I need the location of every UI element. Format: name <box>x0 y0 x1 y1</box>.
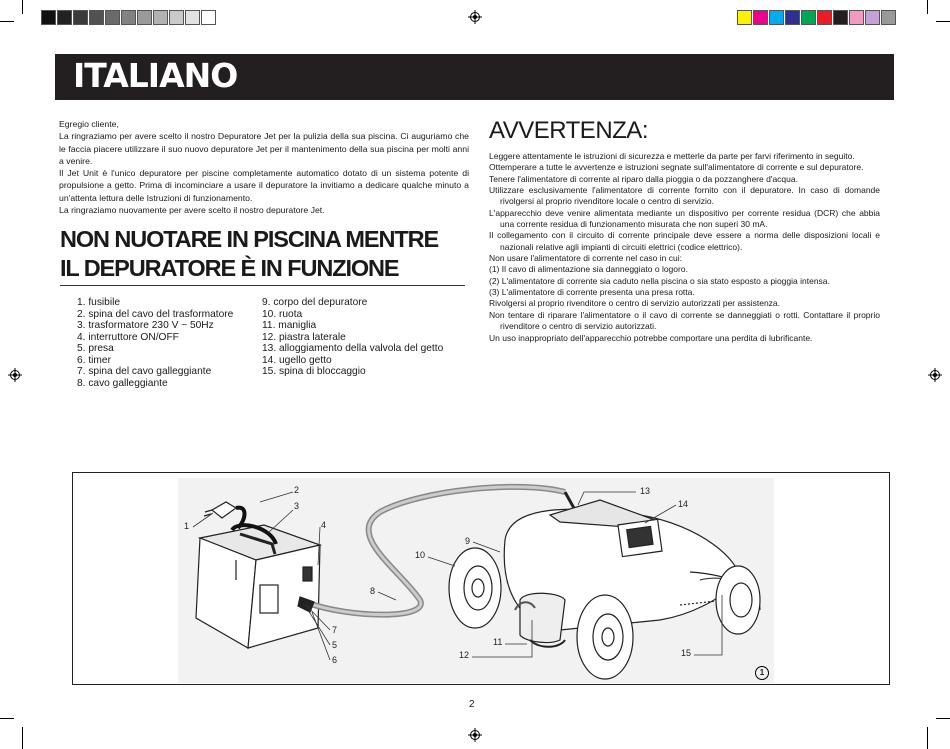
color-swatch <box>785 10 800 25</box>
gray-swatch <box>137 10 152 25</box>
avvertenza-item: (2) L'alimentatore di corrente sia caduto nella piscina o sia stato esposto a pioggia intensa. <box>489 275 830 286</box>
color-swatch <box>737 10 752 25</box>
color-swatch <box>801 10 816 25</box>
avvertenza-item: Il collegamento con il circuito di corrente principale deve essere a norma delle disposizioni locali e nazionali relative agli impianti di circuiti elettrici (codice elettrico). <box>489 230 880 252</box>
banner-title: ITALIANO <box>73 56 238 95</box>
callout-label: 7 <box>332 625 338 635</box>
intro-line: La ringraziamo per avere scelto il nostro Depuratore Jet per la pulizia della sua piscina. Ci auguriamo che le faccia piacere utilizzare il suo nuovo depuratore Jet per il mantenimento della sua piscina per molti anni a venire. <box>59 131 469 166</box>
avvertenza-item: L'apparecchio deve venire alimentata mediante un dispositivo per corrente residua (DCR) che abbia una corrente residua di funzionamento misurata che non superi 30 mA. <box>489 207 880 230</box>
part-item: 1. fusibile <box>77 297 121 308</box>
gray-swatch <box>201 10 216 25</box>
callout-label: 2 <box>294 485 300 495</box>
swim-warning-line: NON NUOTARE IN PISCINA MENTRE <box>60 226 439 252</box>
part-item: 9. corpo del depuratore <box>262 297 368 308</box>
callout-label: 8 <box>370 586 376 596</box>
avvertenza-item: (1) Il cavo di alimentazione sia danneggiato o logoro. <box>489 264 688 275</box>
intro-line: La ringraziamo nuovamente per avere scelto il nostro depuratore Jet. <box>59 205 325 216</box>
gray-swatch <box>57 10 72 25</box>
part-item: 5. presa <box>77 343 114 354</box>
figure-number-badge: 1 <box>755 666 769 680</box>
callout-label: 9 <box>465 536 471 546</box>
intro-line: Egregio cliente, <box>59 119 119 129</box>
gray-swatch <box>169 10 184 25</box>
part-item: 14. ugello getto <box>262 354 332 366</box>
avvertenza-item: Ottemperare a tutte le avvertenze e istruzioni segnate sull'alimentatore di corrente e sul depuratore. <box>489 162 864 173</box>
color-swatch <box>769 10 784 25</box>
color-swatch <box>865 10 880 25</box>
gray-swatch <box>153 10 168 25</box>
gray-swatch <box>73 10 88 25</box>
avvertenza-item: Leggere attentamente le istruzioni di sicurezza e metterle da parte per farvi riferimento in seguito. <box>489 151 855 161</box>
avvertenza-item: Utilizzare esclusivamente l'alimentatore di corrente fornito con il depuratore. In caso di domande rivolgersi al proprio rivenditore locale o centro di servizio. <box>489 185 880 207</box>
avvertenza-item: Non tentare di riparare l'alimentatore o il cavo di corrente se danneggiati o rotti. Contattare il proprio rivenditore o centro di servizio autorizzati. <box>489 309 880 332</box>
color-swatch <box>849 10 864 25</box>
page-number: 2 <box>469 699 475 710</box>
callout-label: 3 <box>294 501 300 511</box>
part-item: 4. interruttore ON/OFF <box>77 331 179 343</box>
color-swatch <box>833 10 848 25</box>
callout-label: 4 <box>321 520 327 530</box>
gray-swatch <box>185 10 200 25</box>
callout-label: 14 <box>678 499 689 509</box>
avvertenza-item: (3) L'alimentatore di corrente presenta una presa rotta. <box>489 287 695 298</box>
part-item: 2. spina del cavo del trasformatore <box>77 308 234 320</box>
avvertenza-title: AVVERTENZA: <box>489 117 648 144</box>
avvertenza-item: Non usare l'alimentatore di corrente nel caso in cui: <box>489 253 682 264</box>
gray-swatch <box>41 10 56 25</box>
avvertenza-item: Rivolgersi al proprio rivenditore o centro di servizio autorizzati per assistenza. <box>489 298 781 309</box>
gray-swatch <box>89 10 104 25</box>
avvertenza-item: Tenere l'alimentatore di corrente al riparo dalla pioggia o da pozzanghere d'acqua. <box>489 173 798 184</box>
callout-label: 1 <box>184 521 190 531</box>
pool-cleaner-illustration <box>449 500 760 679</box>
color-swatch <box>817 10 832 25</box>
part-item: 12. piastra laterale <box>262 331 346 343</box>
part-item: 15. spina di bloccaggio <box>262 366 366 377</box>
part-item: 6. timer <box>77 354 111 366</box>
callout-label: 10 <box>415 550 426 560</box>
callout-label: 12 <box>459 650 470 660</box>
callout-label: 11 <box>493 637 503 647</box>
callout-label: 15 <box>681 648 692 658</box>
transformer-illustration <box>196 525 320 648</box>
part-item: 10. ruota <box>262 308 303 320</box>
part-item: 11. maniglia <box>262 320 317 331</box>
part-item: 8. cavo galleggiante <box>77 377 168 389</box>
color-swatch <box>881 10 896 25</box>
callout-label: 6 <box>332 655 338 665</box>
part-item: 7. spina del cavo galleggiante <box>77 366 212 377</box>
color-swatch <box>753 10 768 25</box>
callout-label: 13 <box>640 486 651 496</box>
callout-label: 5 <box>332 640 338 650</box>
part-item: 3. trasformatore 230 V ~ 50Hz <box>77 320 214 331</box>
gray-swatch <box>105 10 120 25</box>
swim-warning-line: IL DEPURATORE È IN FUNZIONE <box>60 255 399 281</box>
gray-swatch <box>121 10 136 25</box>
intro-line: Il Jet Unit è l'unico depuratore per piscine completamente automatico dotato di un sistema potente di propulsione a getto. Prima di incominciare a usare il depuratore la invitiamo a dedicare qualche minuto a un'attenta lettura delle Istruzioni di funzionamento. <box>59 168 469 203</box>
avvertenza-item: Un uso inappropriato dell'apparecchio potrebbe comportare una perdita di lubrificante. <box>489 332 813 343</box>
part-item: 13. alloggiamento della valvola del getto <box>262 343 444 354</box>
